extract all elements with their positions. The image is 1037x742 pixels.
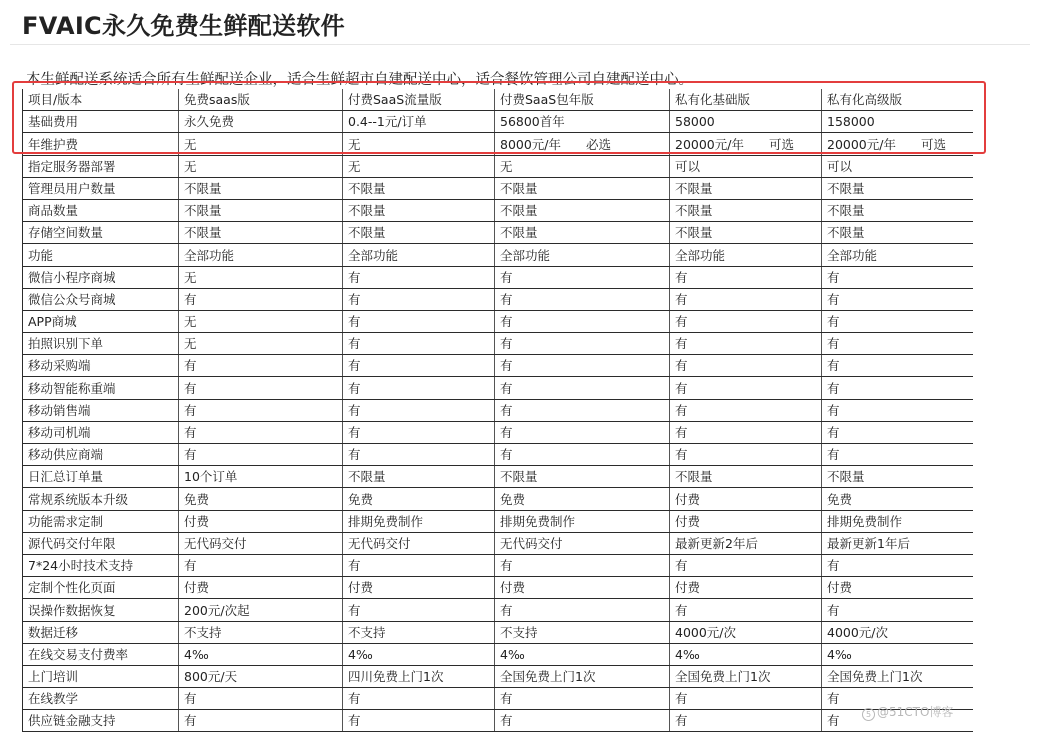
table-cell: 免费 [495,488,670,510]
row-label-cell: 年维护费 [23,133,179,155]
table-cell: 付费 [670,510,822,532]
table-row [23,244,973,266]
table-cell: 有 [822,288,973,310]
table-cell: 有 [495,355,670,377]
table-cell: 有 [495,599,670,621]
row-label-cell: APP商城 [23,310,179,332]
table-cell: 不支持 [495,621,670,643]
table-row [23,288,973,310]
table-cell: 有 [670,444,822,466]
table-cell: 有 [670,399,822,421]
table-cell: 有 [822,599,973,621]
row-label-cell: 源代码交付年限 [23,532,179,554]
table-cell: 10个订单 [179,466,343,488]
table-cell: 有 [670,710,822,732]
table-row [23,444,973,466]
table-cell: 全部功能 [179,244,343,266]
table-cell: 排期免费制作 [495,510,670,532]
row-label-cell: 移动供应商端 [23,444,179,466]
table-cell: 有 [822,421,973,443]
watermark-text: @51CTO博客 [877,705,954,719]
table-cell: 不限量 [670,199,822,221]
table-cell: 排期免费制作 [343,510,495,532]
table-cell: 付费 [343,577,495,599]
table-cell: 20000元/年 可选 [670,133,822,155]
table-cell: 私有化基础版 [670,89,822,111]
table-cell: 有 [670,421,822,443]
table-cell: 无 [495,155,670,177]
row-label-cell: 拍照识别下单 [23,333,179,355]
table-row [23,710,973,732]
table-cell: 最新更新2年后 [670,532,822,554]
table-row [23,643,973,665]
row-label-cell: 移动司机端 [23,421,179,443]
table-cell: 无 [179,333,343,355]
row-label-cell: 功能 [23,244,179,266]
table-cell: 有 [343,444,495,466]
row-label-cell: 微信公众号商城 [23,288,179,310]
table-cell: 不限量 [495,222,670,244]
row-label-cell: 项目/版本 [23,89,179,111]
table-cell: 有 [495,310,670,332]
table-cell: 全部功能 [822,244,973,266]
table-cell: 有 [495,266,670,288]
table-cell: 有 [495,444,670,466]
table-cell: 有 [343,599,495,621]
table-cell: 无代码交付 [343,532,495,554]
table-cell: 有 [343,688,495,710]
table-cell: 无 [179,266,343,288]
table-cell: 4‰ [495,643,670,665]
table-cell: 有 [670,310,822,332]
table-cell: 4‰ [179,643,343,665]
table-row [23,599,973,621]
table-header-row [23,89,973,111]
table-cell: 有 [343,266,495,288]
table-cell: 不支持 [343,621,495,643]
row-label-cell: 在线交易支付费率 [23,643,179,665]
table-cell: 200元/次起 [179,599,343,621]
table-cell: 全部功能 [343,244,495,266]
row-label-cell: 定制个性化页面 [23,577,179,599]
table-cell: 有 [822,355,973,377]
table-cell: 有 [179,355,343,377]
table-cell: 私有化高级版 [822,89,973,111]
table-cell: 不限量 [822,199,973,221]
table-cell: 无 [343,155,495,177]
table-cell: 20000元/年 可选 [822,133,973,155]
table-cell: 有 [495,399,670,421]
row-label-cell: 微信小程序商城 [23,266,179,288]
table-cell: 有 [670,355,822,377]
table-cell: 付费 [822,577,973,599]
table-row [23,421,973,443]
table-row [23,199,973,221]
table-row [23,133,973,155]
table-cell: 有 [343,288,495,310]
row-label-cell: 基础费用 [23,111,179,133]
row-label-cell: 7*24小时技术支持 [23,554,179,576]
table-cell: 有 [822,399,973,421]
table-cell: 有 [495,377,670,399]
table-cell: 有 [343,421,495,443]
row-label-cell: 日汇总订单量 [23,466,179,488]
table-cell: 不限量 [343,222,495,244]
table-cell: 有 [343,399,495,421]
row-label-cell: 管理员用户数量 [23,177,179,199]
table-cell: 不限量 [822,177,973,199]
table-cell: 免费saas版 [179,89,343,111]
table-cell: 不支持 [179,621,343,643]
table-row [23,222,973,244]
table-cell: 免费 [179,488,343,510]
table-cell: 有 [822,688,973,710]
row-label-cell: 在线教学 [23,688,179,710]
table-cell: 4‰ [822,643,973,665]
row-label-cell: 供应链金融支持 [23,710,179,732]
table-cell: 有 [343,710,495,732]
row-label-cell: 指定服务器部署 [23,155,179,177]
table-cell: 有 [495,554,670,576]
table-cell: 不限量 [343,177,495,199]
table-cell: 无 [179,133,343,155]
table-cell: 有 [822,710,973,732]
table-cell: 有 [343,554,495,576]
row-label-cell: 移动智能称重端 [23,377,179,399]
table-cell: 无 [343,133,495,155]
table-cell: 不限量 [495,466,670,488]
table-cell: 有 [822,444,973,466]
table-cell: 永久免费 [179,111,343,133]
page-subtitle: 本生鲜配送系统适合所有生鲜配送企业，适合生鲜超市自建配送中心，适合餐饮管理公司自建配送中心。 [26,71,693,88]
table-cell: 有 [495,688,670,710]
table-row [23,466,973,488]
table-row [23,488,973,510]
table-cell: 付费 [670,488,822,510]
table-cell: 不限量 [343,199,495,221]
table-row [23,310,973,332]
table-cell: 有 [179,377,343,399]
row-label-cell: 移动销售端 [23,399,179,421]
table-row [23,155,973,177]
table-cell: 可以 [670,155,822,177]
table-cell: 可以 [822,155,973,177]
table-row [23,688,973,710]
table-cell: 有 [670,266,822,288]
table-row [23,577,973,599]
row-label-cell: 误操作数据恢复 [23,599,179,621]
table-cell: 有 [179,688,343,710]
table-cell: 不限量 [822,466,973,488]
table-row [23,266,973,288]
row-label-cell: 常规系统版本升级 [23,488,179,510]
table-row [23,333,973,355]
watermark-logo-icon: 5 [862,708,875,721]
table-row [23,111,973,133]
table-cell: 有 [179,710,343,732]
table-cell: 全国免费上门1次 [670,665,822,687]
table-cell: 付费 [495,577,670,599]
table-cell: 不限量 [343,466,495,488]
table-cell: 58000 [670,111,822,133]
table-cell: 最新更新1年后 [822,532,973,554]
table-cell: 无代码交付 [495,532,670,554]
table-cell: 4000元/次 [822,621,973,643]
table-cell: 四川免费上门1次 [343,665,495,687]
table-cell: 有 [822,310,973,332]
table-cell: 不限量 [179,222,343,244]
table-cell: 8000元/年 必选 [495,133,670,155]
table-cell: 有 [670,554,822,576]
table-cell: 全国免费上门1次 [822,665,973,687]
table-cell: 有 [495,710,670,732]
table-cell: 付费SaaS流量版 [343,89,495,111]
table-row [23,510,973,532]
table-cell: 有 [179,399,343,421]
table-cell: 不限量 [822,222,973,244]
table-cell: 无 [179,310,343,332]
table-cell: 4‰ [343,643,495,665]
table-row [23,621,973,643]
table-cell: 排期免费制作 [822,510,973,532]
table-row [23,532,973,554]
row-label-cell: 上门培训 [23,665,179,687]
table-cell: 付费SaaS包年版 [495,89,670,111]
table-cell: 付费 [670,577,822,599]
table-cell: 不限量 [179,199,343,221]
table-cell: 付费 [179,510,343,532]
table-cell: 有 [179,421,343,443]
comparison-table-body [23,89,973,732]
table-row [23,665,973,687]
table-cell: 无 [179,155,343,177]
table-row [23,377,973,399]
table-cell: 158000 [822,111,973,133]
row-label-cell: 存储空间数量 [23,222,179,244]
table-row [23,554,973,576]
table-cell: 不限量 [179,177,343,199]
table-cell: 有 [670,333,822,355]
table-cell: 无代码交付 [179,532,343,554]
table-cell: 不限量 [670,466,822,488]
table-cell: 有 [822,377,973,399]
table-cell: 免费 [343,488,495,510]
table-cell: 有 [670,377,822,399]
table-cell: 全部功能 [670,244,822,266]
table-cell: 不限量 [495,177,670,199]
table-cell: 有 [343,377,495,399]
row-label-cell: 数据迁移 [23,621,179,643]
pricing-comparison-table [22,89,973,732]
table-row [23,355,973,377]
title-divider [10,44,1030,45]
table-cell: 有 [179,554,343,576]
table-cell: 全国免费上门1次 [495,665,670,687]
table-cell: 有 [495,421,670,443]
table-row [23,399,973,421]
table-cell: 有 [822,333,973,355]
table-cell: 4000元/次 [670,621,822,643]
row-label-cell: 移动采购端 [23,355,179,377]
table-cell: 0.4--1元/订单 [343,111,495,133]
table-cell: 有 [495,288,670,310]
row-label-cell: 商品数量 [23,199,179,221]
watermark [862,703,953,721]
table-cell: 有 [343,310,495,332]
table-cell: 不限量 [495,199,670,221]
page-title: FVAIC永久免费生鲜配送软件 [22,12,345,40]
table-cell: 有 [179,288,343,310]
table-cell: 全部功能 [495,244,670,266]
table-cell: 4‰ [670,643,822,665]
table-cell: 不限量 [670,222,822,244]
table-row [23,177,973,199]
table-cell: 有 [822,266,973,288]
row-label-cell: 功能需求定制 [23,510,179,532]
table-cell: 有 [179,444,343,466]
table-cell: 有 [670,599,822,621]
table-cell: 付费 [179,577,343,599]
table-cell: 有 [495,333,670,355]
table-cell: 不限量 [670,177,822,199]
table-cell: 800元/天 [179,665,343,687]
table-cell: 有 [343,355,495,377]
table-cell: 56800首年 [495,111,670,133]
table-cell: 有 [343,333,495,355]
table-cell: 有 [822,554,973,576]
table-cell: 有 [670,688,822,710]
table-cell: 有 [670,288,822,310]
table-cell: 免费 [822,488,973,510]
